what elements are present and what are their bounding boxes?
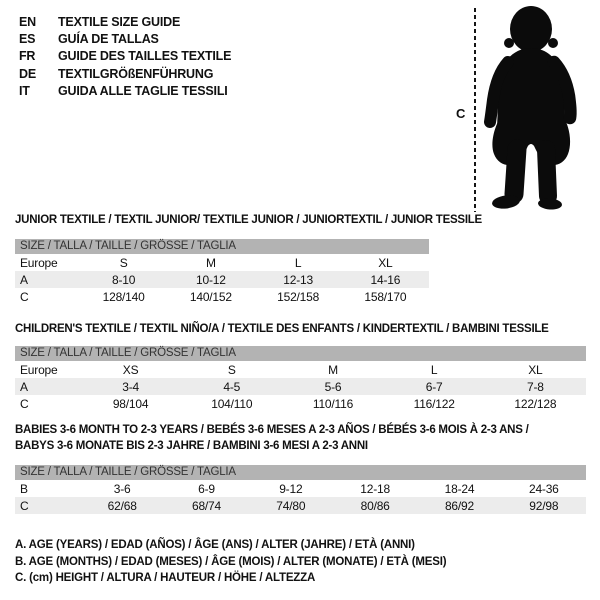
children-table bbox=[15, 361, 586, 412]
table-cell: 3-4 bbox=[122, 379, 139, 394]
table-cell: 18-24 bbox=[444, 481, 475, 496]
language-title: TEXTILGRÖßENFÜHRUNG bbox=[58, 66, 214, 81]
table-cell: 128/140 bbox=[102, 289, 145, 304]
table-cell: 3-6 bbox=[113, 481, 131, 496]
language-row bbox=[19, 65, 231, 82]
table-cell: 152/158 bbox=[277, 289, 320, 304]
table-cell: 12-18 bbox=[360, 481, 390, 496]
height-measure-line bbox=[474, 8, 476, 212]
row-label: B bbox=[20, 481, 28, 496]
footnotes bbox=[15, 537, 446, 587]
table-row bbox=[15, 254, 429, 271]
babies-table-title bbox=[15, 423, 529, 454]
table-row bbox=[15, 480, 586, 497]
children-size-table bbox=[15, 346, 586, 412]
title-line: JUNIOR TEXTILE / TEXTIL JUNIOR/ TEXTILE JUNIOR / JUNIORTEXTIL / JUNIOR TESSILE bbox=[15, 214, 482, 226]
table-cell: 6-9 bbox=[198, 481, 215, 496]
table-cell: S bbox=[119, 255, 128, 270]
table-cell: 116/122 bbox=[413, 396, 455, 411]
babies-table bbox=[15, 480, 586, 514]
table-cell: 9-12 bbox=[279, 481, 303, 496]
table-cell: 74/80 bbox=[276, 498, 306, 513]
title-line: BABYS 3-6 MONATE BIS 2-3 JAHRE / BAMBINI 3-6 MESI A 2-3 ANNI bbox=[15, 439, 368, 452]
toddler-silhouette-icon bbox=[484, 4, 596, 212]
table-cell: 8-10 bbox=[112, 272, 136, 287]
language-title: GUIDA ALLE TAGLIE TESSILI bbox=[58, 83, 228, 98]
table-row bbox=[15, 497, 586, 514]
row-label: A bbox=[20, 379, 28, 394]
table-cell: L bbox=[294, 255, 302, 270]
table-cell: 68/74 bbox=[191, 498, 221, 513]
language-code: FR bbox=[19, 49, 36, 64]
language-title: TEXTILE SIZE GUIDE bbox=[58, 14, 181, 29]
table-cell: 80/86 bbox=[360, 498, 390, 513]
row-label: Europe bbox=[20, 255, 58, 270]
height-figure bbox=[440, 0, 600, 220]
table-cell: 14-16 bbox=[370, 272, 401, 287]
language-title: GUIDE DES TAILLES TEXTILE bbox=[58, 49, 232, 64]
language-row bbox=[19, 30, 231, 47]
table-cell: 92/98 bbox=[529, 498, 559, 513]
language-row bbox=[19, 13, 231, 30]
language-list bbox=[19, 13, 231, 99]
table-cell: 140/152 bbox=[189, 289, 232, 304]
table-cell: 10-12 bbox=[196, 272, 226, 287]
table-cell: 158/170 bbox=[364, 289, 407, 304]
size-header-bar: SIZE / TALLA / TAILLE / GRÖSSE / TAGLIA bbox=[15, 239, 429, 254]
size-header-bar: SIZE / TALLA / TAILLE / GRÖSSE / TAGLIA bbox=[15, 465, 586, 480]
row-label: Europe bbox=[20, 362, 58, 377]
table-cell: 98/104 bbox=[112, 396, 149, 411]
table-cell: 122/128 bbox=[514, 396, 557, 411]
row-label: C bbox=[20, 498, 29, 513]
table-row bbox=[15, 395, 586, 412]
title-line: BABIES 3-6 MONTH TO 2-3 YEARS / BEBÉS 3-6 MESES A 2-3 AÑOS / BÉBÉS 3-6 MOIS À 2-3 ANS / bbox=[15, 424, 529, 436]
language-row bbox=[19, 82, 231, 99]
table-cell: S bbox=[227, 362, 236, 377]
junior-size-table bbox=[15, 239, 429, 305]
junior-table-title bbox=[15, 213, 482, 229]
language-code: ES bbox=[19, 31, 36, 46]
language-title: GUÍA DE TALLAS bbox=[58, 31, 159, 46]
table-cell: 12-13 bbox=[283, 272, 313, 287]
table-cell: 24-36 bbox=[528, 481, 559, 496]
table-row bbox=[15, 288, 429, 305]
row-label: C bbox=[20, 396, 29, 411]
table-cell: L bbox=[430, 362, 438, 377]
language-code: DE bbox=[19, 66, 36, 81]
table-cell: 5-6 bbox=[324, 379, 342, 394]
footnote: A. AGE (YEARS) / EDAD (AÑOS) / ÂGE (ANS) / ALTER (JAHRE) / ETÀ (ANNI) bbox=[15, 539, 415, 551]
table-cell: XS bbox=[122, 362, 139, 377]
table-cell: 4-5 bbox=[223, 379, 241, 394]
table-cell: 86/92 bbox=[444, 498, 474, 513]
table-cell: 7-8 bbox=[527, 379, 544, 394]
title-line: CHILDREN'S TEXTILE / TEXTIL NIÑO/A / TEXTILE DES ENFANTS / KINDERTEXTIL / BAMBINI TESSILE bbox=[15, 323, 549, 335]
table-cell: 110/116 bbox=[312, 396, 354, 411]
language-row bbox=[19, 48, 231, 65]
table-cell: XL bbox=[528, 362, 543, 377]
children-table-title bbox=[15, 322, 549, 338]
language-code: IT bbox=[19, 83, 30, 98]
size-header-bar: SIZE / TALLA / TAILLE / GRÖSSE / TAGLIA bbox=[15, 346, 586, 361]
table-row bbox=[15, 271, 429, 288]
table-cell: M bbox=[328, 362, 338, 377]
table-row bbox=[15, 378, 586, 395]
junior-table bbox=[15, 254, 429, 305]
babies-size-table bbox=[15, 465, 586, 514]
table-cell: M bbox=[205, 255, 216, 270]
table-cell: 6-7 bbox=[425, 379, 443, 394]
row-label: A bbox=[20, 272, 28, 287]
footnote: C. (cm) HEIGHT / ALTURA / HAUTEUR / HÖHE / ALTEZZA bbox=[15, 572, 316, 584]
table-row bbox=[15, 361, 586, 378]
footnote: B. AGE (MONTHS) / EDAD (MESES) / ÂGE (MOIS) / ALTER (MONATE) / ETÀ (MESI) bbox=[15, 555, 447, 568]
table-cell: 62/68 bbox=[107, 498, 137, 513]
row-label: C bbox=[20, 289, 29, 304]
language-code: EN bbox=[19, 14, 36, 29]
table-cell: XL bbox=[378, 255, 393, 270]
height-measure-label: C bbox=[456, 106, 466, 121]
table-cell: 104/110 bbox=[211, 396, 253, 411]
